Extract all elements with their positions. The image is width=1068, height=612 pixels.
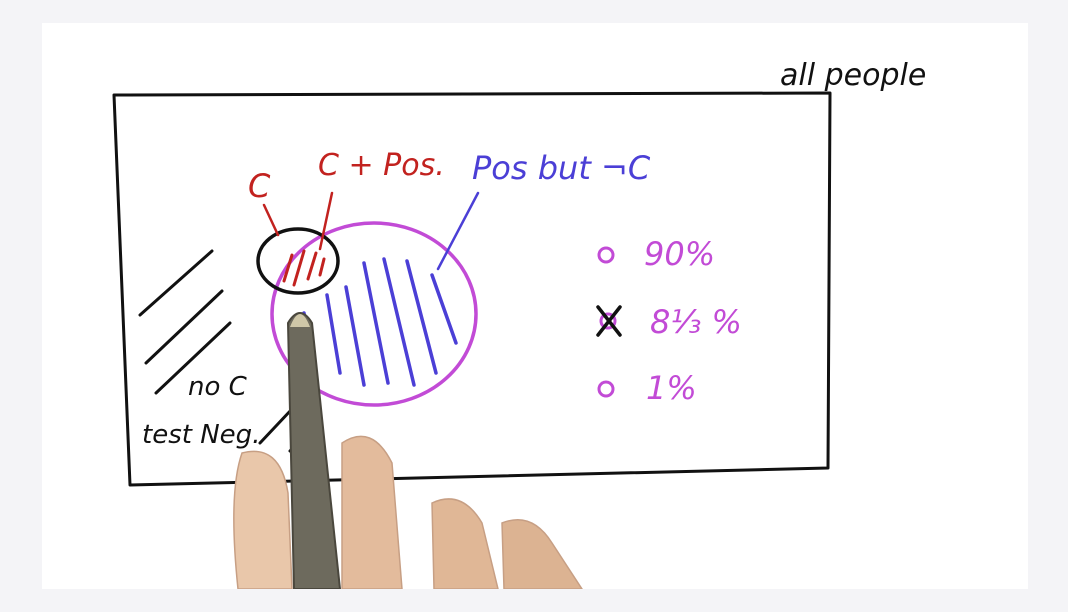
hand-finger-3 [432,499,498,589]
answer-option-2[interactable] [598,303,742,341]
c-and-pos-hatching [284,251,324,285]
c-pos-label: C + Pos. [318,148,445,183]
no-c-label: no C [188,372,247,402]
whiteboard-canvas [42,23,1028,589]
radio-circle-icon[interactable] [599,248,613,262]
venn-diagram [42,23,1028,589]
pos-not-c-pointer [438,193,478,269]
c-label: C [248,167,271,205]
hand-finger-1 [234,451,292,589]
option-label: 1% [646,369,697,407]
option-label: 90% [644,235,716,273]
hand-finger-2 [342,436,402,589]
cancer-circle [258,229,338,293]
pos-not-c-label: Pos but ¬C [472,149,651,187]
pen-body [288,313,340,589]
answer-option-3[interactable] [599,369,697,407]
c-pointer [264,205,278,235]
option-label: 8⅓ % [650,303,742,341]
radio-circle-icon[interactable] [599,382,613,396]
hand-finger-4 [502,520,582,589]
pos-not-c-hatching [304,259,456,385]
test-neg-label: test Neg. [142,420,261,450]
all-people-label: all people [780,58,927,93]
answer-option-1[interactable] [599,235,715,273]
